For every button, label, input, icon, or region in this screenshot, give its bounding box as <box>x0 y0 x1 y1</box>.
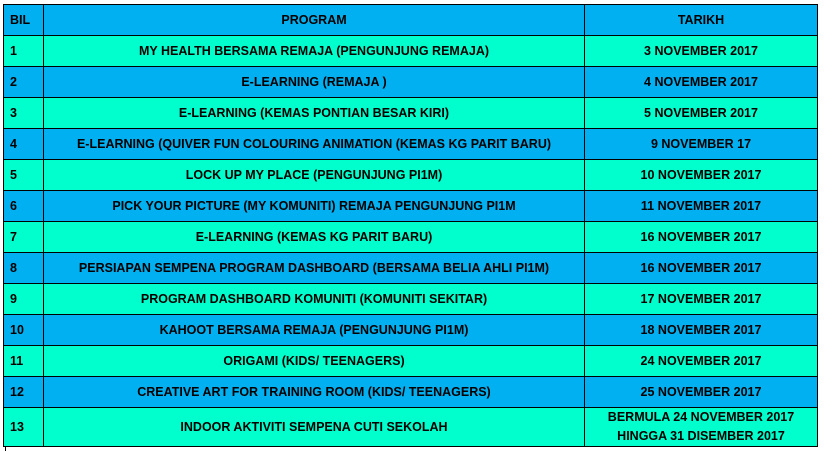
cell-tarikh <box>585 408 818 447</box>
table-row <box>4 377 818 408</box>
table-row <box>4 253 818 284</box>
table-row <box>4 408 818 447</box>
cell-bil: 4 <box>4 129 44 160</box>
cell-program: INDOOR AKTIVITI SEMPENA CUTI SEKOLAH <box>44 408 585 447</box>
cell-program: E-LEARNING (KEMAS KG PARIT BARU) <box>44 222 585 253</box>
cell-tarikh: 11 NOVEMBER 2017 <box>585 191 818 222</box>
table-row <box>4 98 818 129</box>
cell-bil: 1 <box>4 36 44 67</box>
header-tarikh: TARIKH <box>585 5 818 36</box>
cell-program: E-LEARNING (KEMAS PONTIAN BESAR KIRI) <box>44 98 585 129</box>
cell-tarikh: 5 NOVEMBER 2017 <box>585 98 818 129</box>
cell-tarikh: 9 NOVEMBER 17 <box>585 129 818 160</box>
program-schedule-table <box>3 4 818 447</box>
cell-tarikh: 17 NOVEMBER 2017 <box>585 284 818 315</box>
header-row <box>4 5 818 36</box>
table-row <box>4 129 818 160</box>
cell-bil: 10 <box>4 315 44 346</box>
table-row <box>4 191 818 222</box>
cell-bil: 8 <box>4 253 44 284</box>
table-row <box>4 346 818 377</box>
cell-program: E-LEARNING (REMAJA ) <box>44 67 585 98</box>
table-row <box>4 222 818 253</box>
cell-program: CREATIVE ART FOR TRAINING ROOM (KIDS/ TEENAGERS) <box>44 377 585 408</box>
cell-tarikh: 25 NOVEMBER 2017 <box>585 377 818 408</box>
cell-tarikh: 3 NOVEMBER 2017 <box>585 36 818 67</box>
table-row <box>4 67 818 98</box>
cell-program: PICK YOUR PICTURE (MY KOMUNITI) REMAJA PENGUNJUNG PI1M <box>44 191 585 222</box>
cell-bil: 12 <box>4 377 44 408</box>
cell-tarikh: 10 NOVEMBER 2017 <box>585 160 818 191</box>
cell-bil: 5 <box>4 160 44 191</box>
cell-tarikh: 16 NOVEMBER 2017 <box>585 253 818 284</box>
cell-bil: 2 <box>4 67 44 98</box>
cell-tarikh-line: BERMULA 24 NOVEMBER 2017 <box>607 410 795 424</box>
cell-program: ORIGAMI (KIDS/ TEENAGERS) <box>44 346 585 377</box>
cell-program: E-LEARNING (QUIVER FUN COLOURING ANIMATION (KEMAS KG PARIT BARU) <box>44 129 585 160</box>
text-cursor-mark <box>5 446 6 451</box>
cell-bil: 6 <box>4 191 44 222</box>
cell-bil: 3 <box>4 98 44 129</box>
cell-program: KAHOOT BERSAMA REMAJA (PENGUNJUNG PI1M) <box>44 315 585 346</box>
cell-bil: 13 <box>4 408 44 447</box>
cell-tarikh: 24 NOVEMBER 2017 <box>585 346 818 377</box>
cell-tarikh: 4 NOVEMBER 2017 <box>585 67 818 98</box>
cell-tarikh: 16 NOVEMBER 2017 <box>585 222 818 253</box>
table-row <box>4 160 818 191</box>
cell-bil: 7 <box>4 222 44 253</box>
cell-program: MY HEALTH BERSAMA REMAJA (PENGUNJUNG REMAJA) <box>44 36 585 67</box>
cell-bil: 9 <box>4 284 44 315</box>
table-row <box>4 315 818 346</box>
table-row <box>4 36 818 67</box>
header-bil: BIL <box>4 5 44 36</box>
cell-tarikh-line: HINGGA 31 DISEMBER 2017 <box>617 429 785 443</box>
cell-bil: 11 <box>4 346 44 377</box>
cell-program: LOCK UP MY PLACE (PENGUNJUNG PI1M) <box>44 160 585 191</box>
table-row <box>4 284 818 315</box>
cell-program: PERSIAPAN SEMPENA PROGRAM DASHBOARD (BERSAMA BELIA AHLI PI1M) <box>44 253 585 284</box>
cell-tarikh: 18 NOVEMBER 2017 <box>585 315 818 346</box>
header-program: PROGRAM <box>44 5 585 36</box>
cell-program: PROGRAM DASHBOARD KOMUNITI (KOMUNITI SEKITAR) <box>44 284 585 315</box>
